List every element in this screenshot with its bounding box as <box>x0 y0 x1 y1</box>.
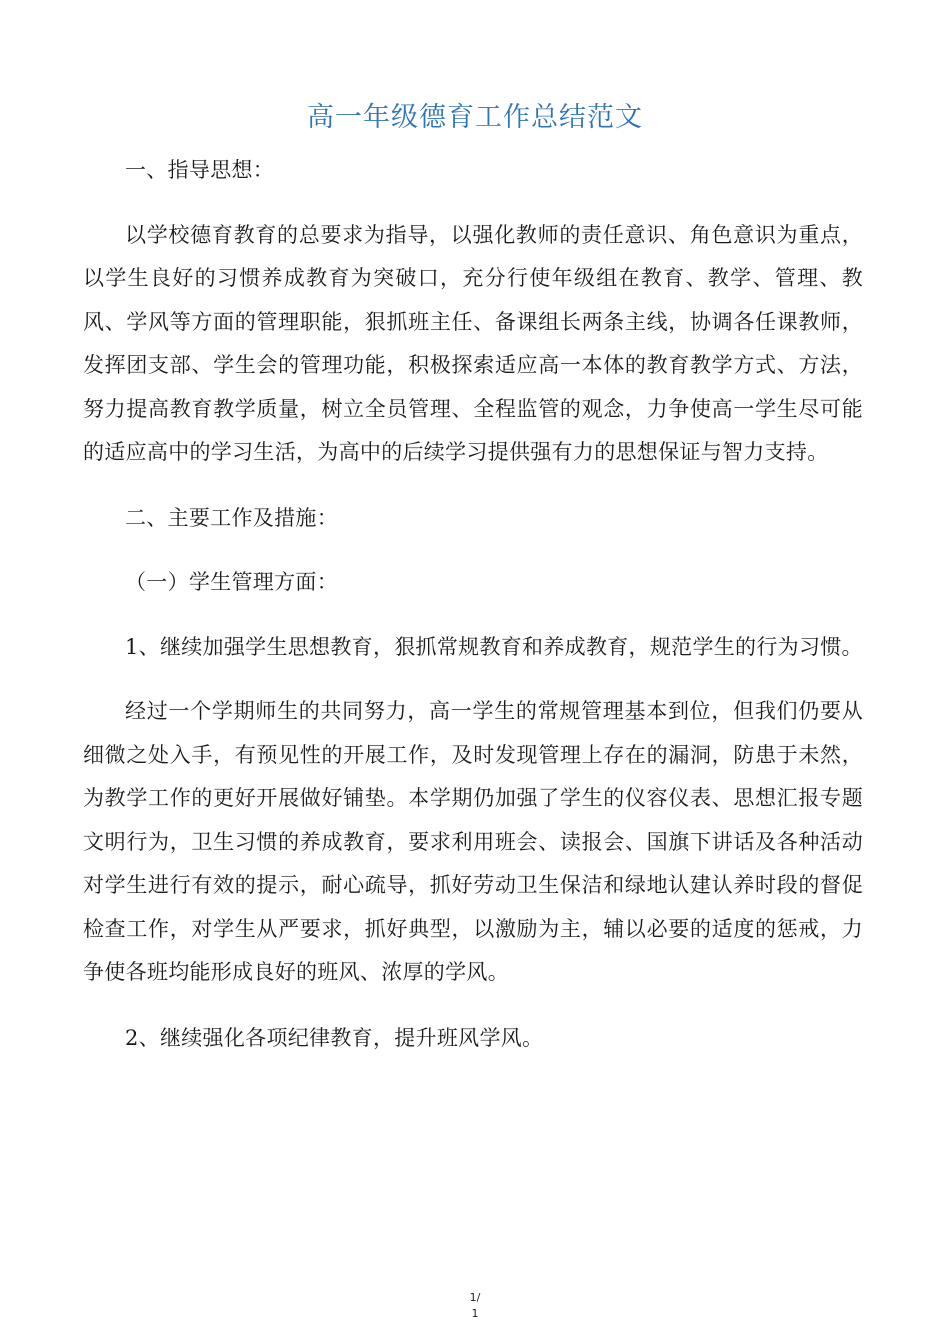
heading-main-work: 二、主要工作及措施： <box>125 505 338 530</box>
page-number <box>0 1290 950 1322</box>
document-body <box>83 149 863 1060</box>
page-number-line2: 1 <box>471 1307 479 1320</box>
paragraph-item-1: 经过一个学期师生的共同努力，高一学生的常规管理基本到位，但我们仍要从细微之处入手，有预见性的开展工作，及时发现管理上存在的漏洞，防患于未然，为教学工作的更好开展做好铺垫。本学期仍加强了学生的仪容仪表、思想汇报专题文明行为，卫生习惯的养成教育，要求利用班会、读报会、国旗下讲话及各种活动对学生进行有效的提示，耐心疏导，抓好劳动卫生保洁和绿地认建认养时段的督促检查工作，对学生从严要求，抓好典型，以激励为主，辅以必要的适度的惩戒，力争使各班均能形成良好的班风、浓厚的学风。 <box>83 699 863 984</box>
page-number-line1: 1/ <box>469 1291 481 1304</box>
paragraph-guiding-thought: 以学校德育教育的总要求为指导，以强化教师的责任意识、角色意识为重点，以学生良好的习惯养成教育为突破口，充分行使年级组在教育、教学、管理、教风、学风等方面的管理职能，狠抓班主任、备课组长两条主线，协调各任课教师，发挥团支部、学生会的管理功能，积极探索适应高一本体的教育教学方式、方法，努力提高教育教学质量，树立全员管理、全程监管的观念，力争使高一学生尽可能的适应高中的学习生活，为高中的后续学习提供强有力的思想保证与智力支持。 <box>83 222 863 464</box>
item-1-heading: 1、继续加强学生思想教育，狠抓常规教育和养成教育，规范学生的行为习惯。 <box>125 634 863 659</box>
heading-guiding-thought: 一、指导思想： <box>125 158 275 182</box>
item-2-heading: 2、继续强化各项纪律教育，提升班风学风。 <box>125 1025 544 1050</box>
document-title: 高一年级德育工作总结范文 <box>307 102 643 133</box>
subheading-student-management: （一）学生管理方面： <box>125 570 338 594</box>
